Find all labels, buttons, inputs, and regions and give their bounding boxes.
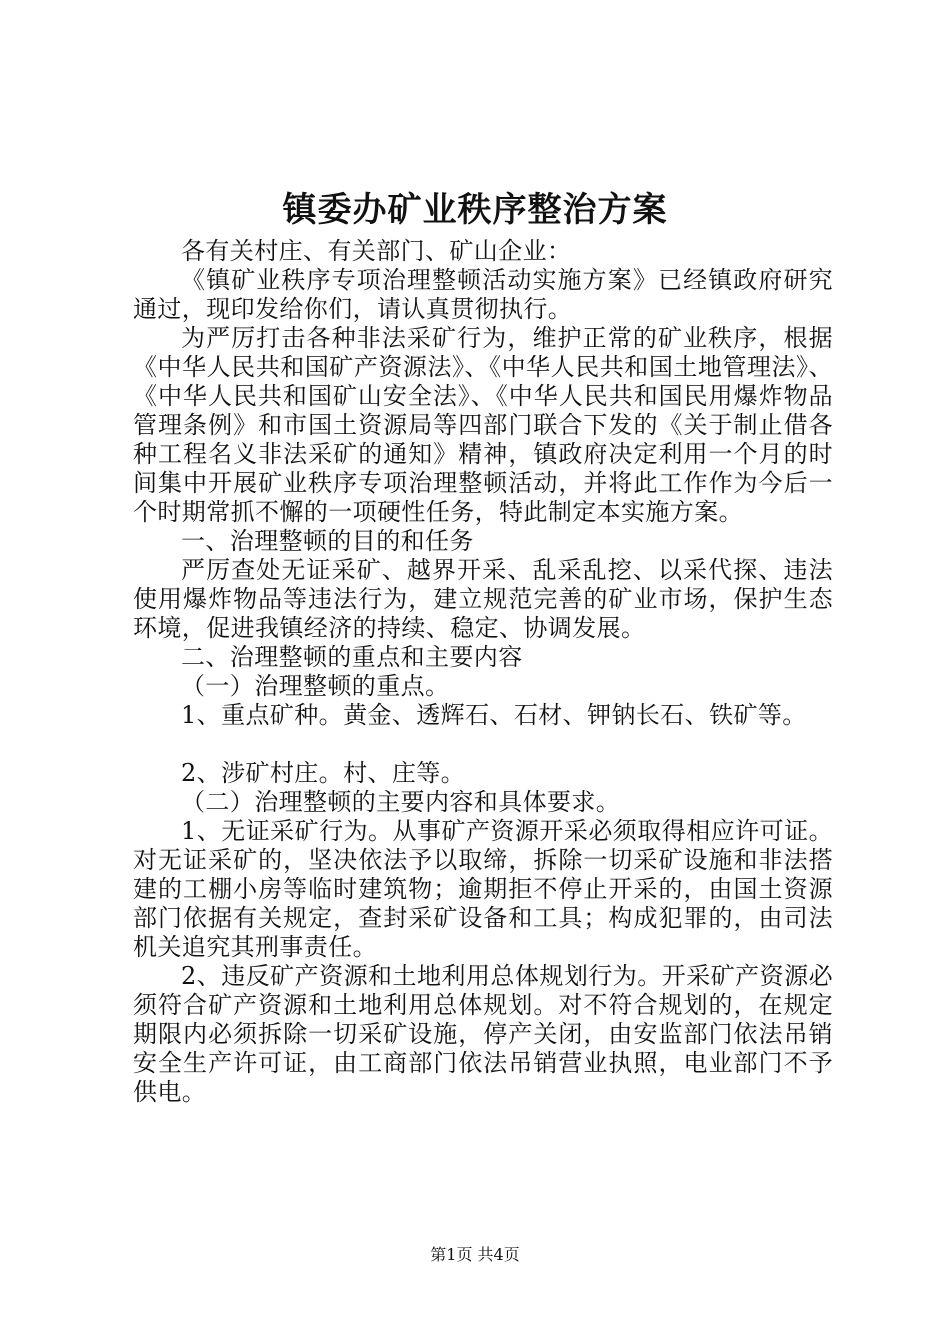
paragraph-notice: 《镇矿业秩序专项治理整顿活动实施方案》已经镇政府研究通过，现印发给你们，请认真贯彻执行。: [133, 266, 833, 323]
section-heading-2: 二、治理整顿的重点和主要内容: [181, 643, 523, 671]
subsection-heading-1: （一）治理整顿的重点。: [181, 672, 450, 700]
document-body: [133, 237, 833, 1107]
paragraph-planning-violations: 2、违反矿产资源和土地利用总体规划行为。开采矿产资源必须符合矿产资源和土地利用总体规划。对不符合规划的，在规定期限内必须拆除一切采矿设施，停产关闭，由安监部门依法吊销安全生产许可证，由工商部门依法吊销营业执照，电业部门不予供电。: [133, 962, 833, 1106]
paragraph-purpose: 为严厉打击各种非法采矿行为，维护正常的矿业秩序，根据《中华人民共和国矿产资源法》、《中华人民共和国土地管理法》、《中华人民共和国矿山安全法》、《中华人民共和国民用爆炸物品管理条例》和市国土资源局等四部门联合下发的《关于制止借各种工程名义非法采矿的通知》精神，镇政府决定利用一个月的时间集中开展矿业秩序专项治理整顿活动，并将此工作作为今后一个时期常抓不懈的一项硬性任务，特此制定本实施方案。: [133, 324, 833, 526]
subsection-heading-2: （二）治理整顿的主要内容和具体要求。: [181, 788, 621, 816]
document-title: 镇委办矿业秩序整治方案: [282, 190, 668, 230]
list-item-minerals: 1、重点矿种。黄金、透辉石、石材、钾钠长石、铁矿等。: [181, 701, 807, 729]
paragraph-unlicensed-mining: 1、无证采矿行为。从事矿产资源开采必须取得相应许可证。对无证采矿的，坚决依法予以取缔，拆除一切采矿设施和非法搭建的工棚小房等临时建筑物；逾期拒不停止开采的，由国土资源部门依据有关规定，查封采矿设备和工具；构成犯罪的，由司法机关追究其刑事责任。: [133, 817, 833, 961]
section-heading-1: 一、治理整顿的目的和任务: [181, 527, 474, 555]
page-footer: 第1页 共4页: [430, 1245, 520, 1264]
list-item-villages: 2、涉矿村庄。村、庄等。: [181, 759, 466, 787]
paragraph-goals: 严厉查处无证采矿、越界开采、乱采乱挖、以采代探、违法使用爆炸物品等违法行为，建立规范完善的矿业市场，保护生态环境，促进我镇经济的持续、稳定、协调发展。: [133, 556, 833, 642]
paragraph-salutation: 各有关村庄、有关部门、矿山企业：: [181, 237, 572, 265]
